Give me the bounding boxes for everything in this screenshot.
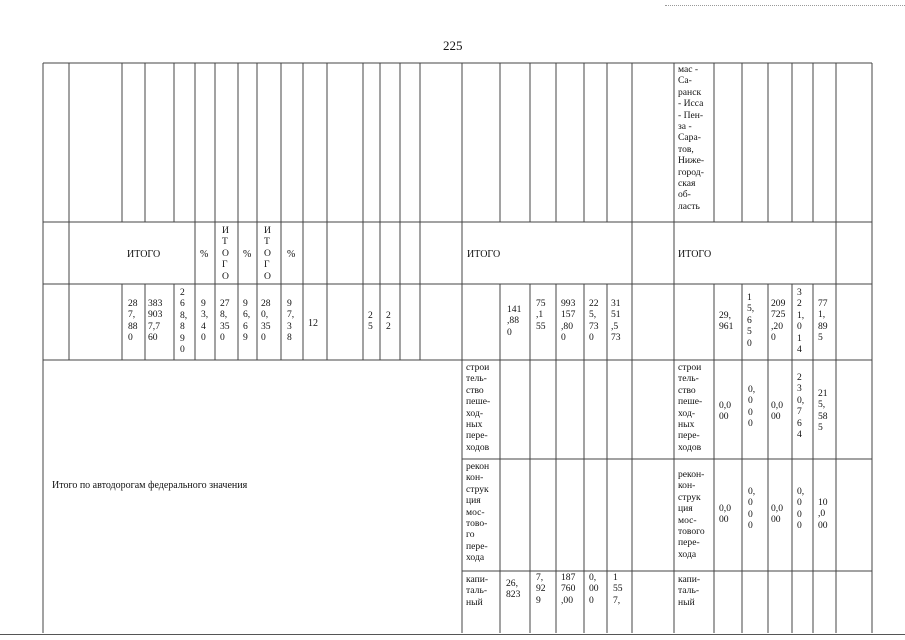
value-cell: 0,0 00 [719,503,731,526]
value-cell: 209 725 ,20 0 [771,298,786,344]
percent-label-2: % [243,249,252,260]
value-cell: 28 0, 35 0 [261,298,271,344]
value-cell: 0,0 00 [771,503,783,526]
work-type-pedestrian: строи тель- ство пеше- ход- ных пере- ходов [678,362,703,453]
work-type-capital: капи- таль- ный [466,574,489,608]
top-scan-line [665,5,905,6]
value-cell: 9 7, 3 8 [287,298,295,344]
value-cell: 77 1, 89 5 [818,298,828,344]
value-cell: 1 5, 6 5 0 [747,292,755,349]
value-cell: 21 5, 58 5 [818,388,828,434]
route-description: мас - Са- ранск - Исса - Пен- за - Сара- тов, Ниже- город- ская об- ласть [678,64,705,212]
value-cell: 27 8, 35 0 [220,298,230,344]
percent-label-3: % [287,249,296,260]
value-cell: 10 ,0 00 [818,497,828,531]
itogo-label-left: ИТОГО [127,249,161,260]
work-type-bridge: рекон кон- струк ция мос- тово- го пере- хода [466,461,490,564]
work-type-capital: капи- таль- ный [678,574,701,608]
value-cell: 993 157 ,80 0 [561,298,576,344]
value-cell: 7, 92 9 [536,572,546,606]
value-cell: 2 2 [386,310,391,333]
page-number: 225 [443,38,463,53]
value-cell: 383 903 7,7 60 [148,298,163,344]
value-cell: 0, 0 0 0 [748,486,756,532]
value-cell: 22 5, 73 0 [589,298,599,344]
value-cell: 9 6, 6 9 [243,298,251,344]
value-cell: 28 7, 88 0 [128,298,138,344]
itogo-label-middle: ИТОГО [467,249,501,260]
value-cell: 29, 961 [719,310,734,333]
federal-total-label: Итого по автодорогам федерального значения [52,480,248,491]
value-cell: 12 [308,318,318,329]
work-type-pedestrian: строи тель- ство пеше- ход- ных пере- ходов [466,362,491,453]
value-cell: 0, 0 0 0 [748,384,756,430]
value-cell: 0,0 00 [771,400,783,423]
value-cell: 2 6 8, 8 9 0 [180,287,188,356]
itogo-vertical-2: И Т О Г О [264,225,271,282]
value-cell: 31 51 ,5 73 [611,298,621,344]
value-cell: 2 5 [368,310,373,333]
value-cell: 9 3, 4 0 [201,298,209,344]
value-cell: 0, 00 0 [589,572,599,606]
value-cell: 2 3 0, 7 6 4 [797,372,805,441]
value-cell: 75 ,1 55 [536,298,546,332]
percent-label-1: % [200,249,209,260]
value-cell: 1 55 7, [613,572,623,606]
value-cell: 3 2 1, 0 1 4 [797,287,805,356]
itogo-vertical-1: И Т О Г О [222,225,229,282]
value-cell: 187 760 ,00 [561,572,576,606]
work-type-bridge: рекон- кон- струк ция мос- тового пере- хода [678,469,705,560]
value-cell: 0, 0 0 0 [797,486,805,532]
value-cell: 141 ,88 0 [507,304,522,338]
value-cell: 0,0 00 [719,400,731,423]
value-cell: 26, 823 [506,578,521,601]
itogo-label-right: ИТОГО [678,249,712,260]
bottom-scan-line [0,634,905,635]
